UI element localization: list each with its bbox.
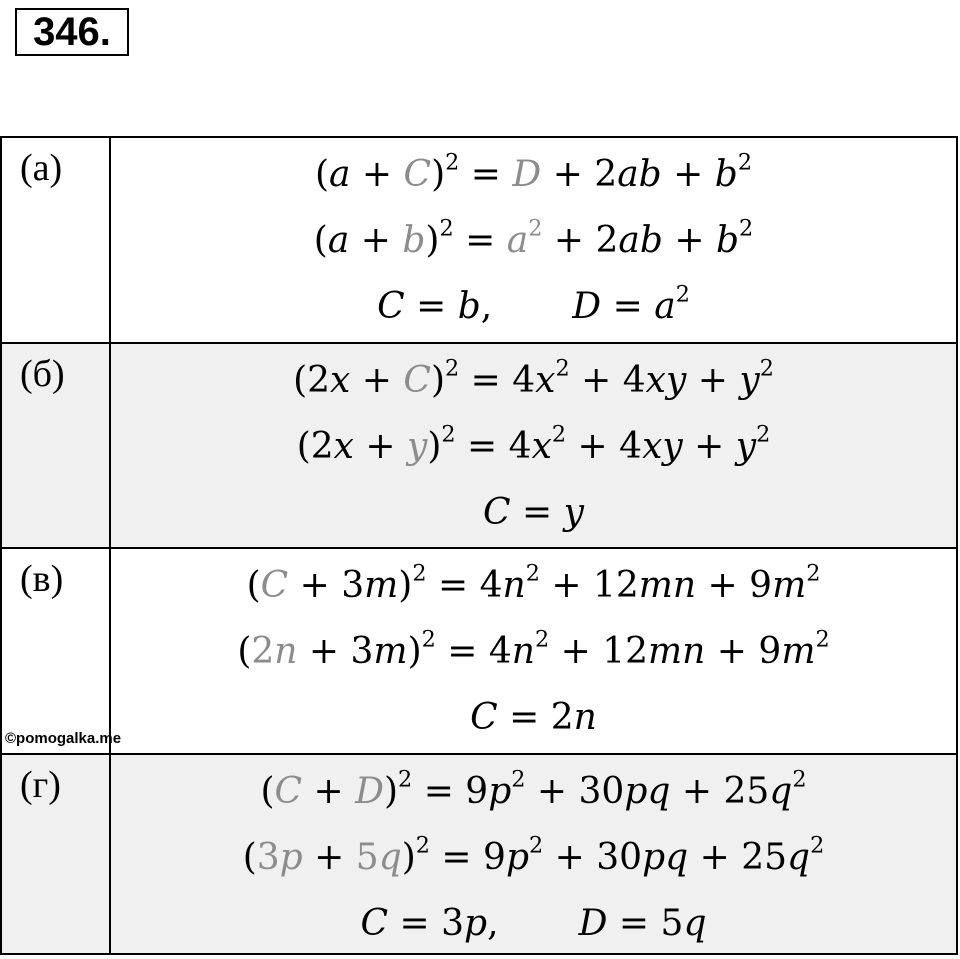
equations-cell [111,755,956,953]
equation-line: $(2x + C)^2 = 4x^2 + 4xy + y^2$ [293,355,774,401]
equation-line: $(a + b)^2 = a^2 + 2ab + b^2$ [313,215,754,261]
equations-cell [111,138,956,342]
equation-line: $(C + 3m)^2 = 4n^2 + 12mn + 9m^2$ [246,560,821,606]
equation-line: C = y [483,492,584,533]
table-row [2,136,956,342]
equation-line: C = 3p, D = 5q [360,903,707,944]
table-row [2,547,956,753]
equation-line: $(2x + y)^2 = 4x^2 + 4xy + y^2$ [296,421,771,467]
equation-line: C = b, $D = a^2$ [377,281,690,327]
equation-line: $(3p + 5q)^2 = 9p^2 + 30pq + 25q^2$ [242,832,825,878]
solution-table [0,136,958,955]
row-label: (в) [2,549,111,753]
equation-line: C = 2n [470,697,597,738]
row-label: (б) [2,344,111,547]
table-row [2,342,956,547]
equation-line: $(a + C)^2 = D + 2ab + b^2$ [314,149,753,195]
row-label: (а) [2,138,111,342]
equations-cell [111,549,956,753]
equations-cell [111,344,956,547]
table-row [2,753,956,955]
equation-line: $(2n + 3m)^2 = 4n^2 + 12mn + 9m^2$ [237,626,830,672]
row-label: (г) [2,755,111,953]
problem-number: 346. [15,8,129,56]
equation-line: $(C + D)^2 = 9p^2 + 30pq + 25q^2$ [260,766,807,812]
watermark: ©pomogalka.me [5,730,122,747]
